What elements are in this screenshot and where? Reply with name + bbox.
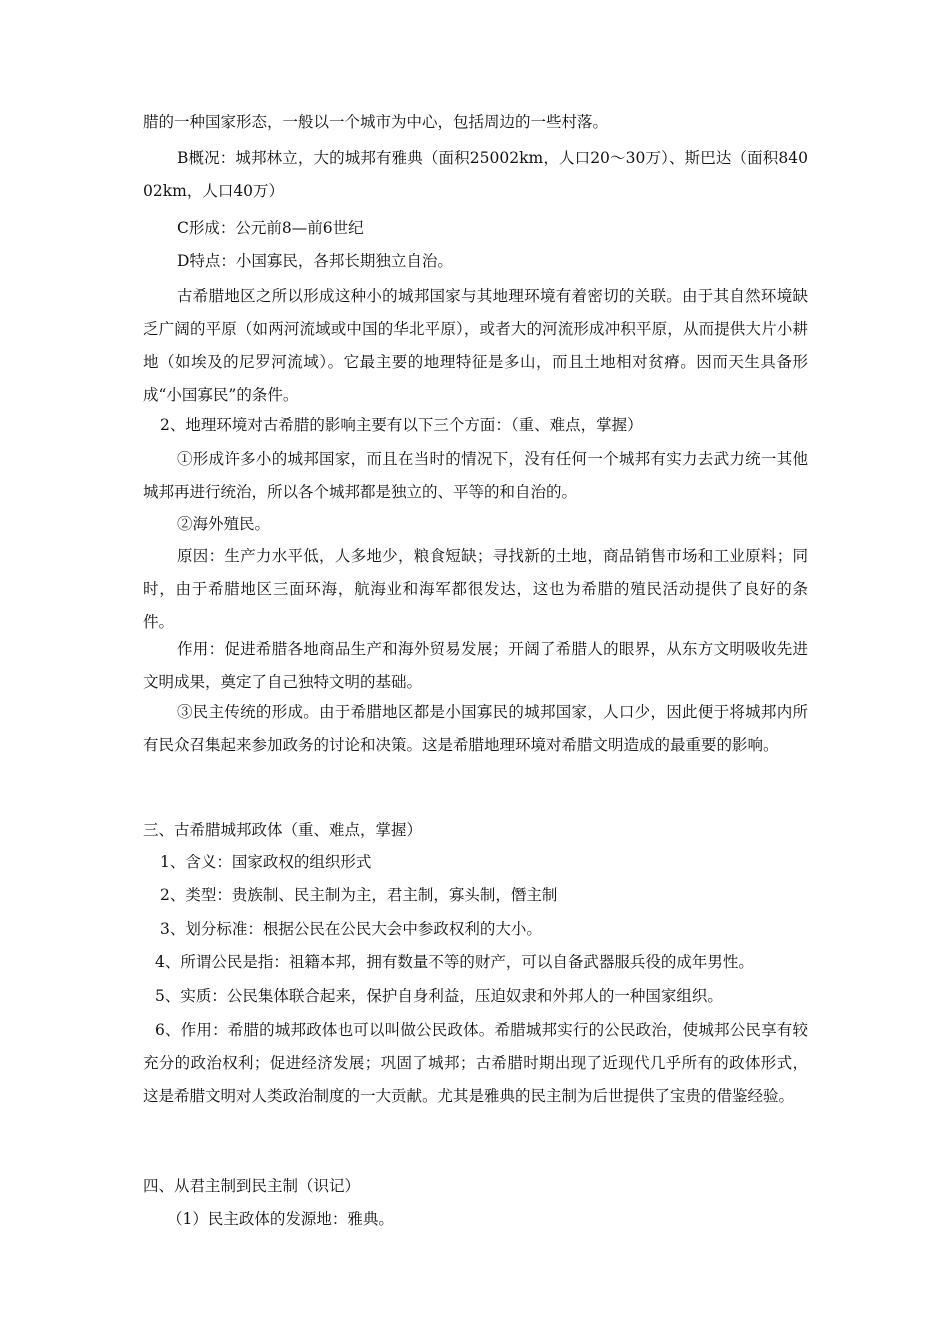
item-criteria: 3、划分标准：根据公民在公民大会中参政权利的大小。 <box>160 920 542 938</box>
paragraph-influence-2: ②海外殖民。 <box>177 515 271 533</box>
paragraph-city-state-definition-end: 腊的一种国家形态，一般以一个城市为中心，包括周边的一些村落。 <box>143 113 609 131</box>
paragraph-overview: B概况：城邦林立，大的城邦有雅典（面积25002km，人口20～30万）、斯巴达（面积84002km，人口40万） <box>143 149 808 200</box>
paragraph-colonization-effect: 作用：促进希腊各地商品生产和海外贸易发展；开阔了希腊人的眼界，从东方文明吸收先进文明成果，奠定了自己独特文明的基础。 <box>143 640 808 691</box>
item-essence: 5、实质：公民集体联合起来，保护自身利益，压迫奴隶和外邦人的一种国家组织。 <box>155 987 723 1005</box>
paragraph-characteristics: D特点：小国寡民，各邦长期独立自治。 <box>177 252 453 270</box>
heading-section-four: 四、从君主制到民主制（识记） <box>143 1177 361 1195</box>
item-citizen-definition: 4、所谓公民是指：祖籍本邦，拥有数量不等的财产，可以自备武器服兵役的成年男性。 <box>155 953 754 971</box>
item-types: 2、类型：贵族制、民主制为主，君主制，寡头制，僭主制 <box>160 886 558 904</box>
heading-section-three: 三、古希腊城邦政体（重、难点，掌握） <box>143 821 423 839</box>
heading-geography-influence: 2、地理环境对古希腊的影响主要有以下三个方面：（重、难点，掌握） <box>160 416 643 434</box>
paragraph-influence-1: ①形成许多小的城邦国家，而且在当时的情况下，没有任何一个城邦有实力去武力统一其他城邦再进行统治，所以各个城邦都是独立的、平等的和自治的。 <box>143 450 808 501</box>
paragraph-influence-3: ③民主传统的形成。由于希腊地区都是小国寡民的城邦国家，人口少，因此便于将城邦内所有民众召集起来参加政务的讨论和决策。这是希腊地理环境对希腊文明造成的最重要的影响。 <box>143 703 808 754</box>
item-definition: 1、含义：国家政权的组织形式 <box>160 853 372 871</box>
paragraph-colonization-cause: 原因：生产力水平低，人多地少，粮食短缺；寻找新的土地，商品销售市场和工业原料；同时，由于希腊地区三面环海，航海业和海军都很发达，这也为希腊的殖民活动提供了良好的条件。 <box>143 547 808 631</box>
item-democracy-origin: （1）民主政体的发源地：雅典。 <box>167 1210 394 1228</box>
paragraph-formation: C形成：公元前8—前6世纪 <box>177 219 364 237</box>
paragraph-geography-reason: 古希腊地区之所以形成这种小的城邦国家与其地理环境有着密切的关联。由于其自然环境缺乏广阔的平原（如两河流域或中国的华北平原），或者大的河流形成冲积平原，从而提供大片小耕地（如埃及的尼罗河流域）。它最主要的地理特征是多山，而且土地相对贫瘠。因而天生具备形成“小国寡民”的条件。 <box>143 287 808 404</box>
item-function: 6、作用：希腊的城邦政体也可以叫做公民政体。希腊城邦实行的公民政治，使城邦公民享有较充分的政治权利；促进经济发展；巩固了城邦；古希腊时期出现了近现代几乎所有的政体形式，这是希腊文明对人类政治制度的一大贡献。尤其是雅典的民主制为后世提供了宝贵的借鉴经验。 <box>143 1021 808 1105</box>
